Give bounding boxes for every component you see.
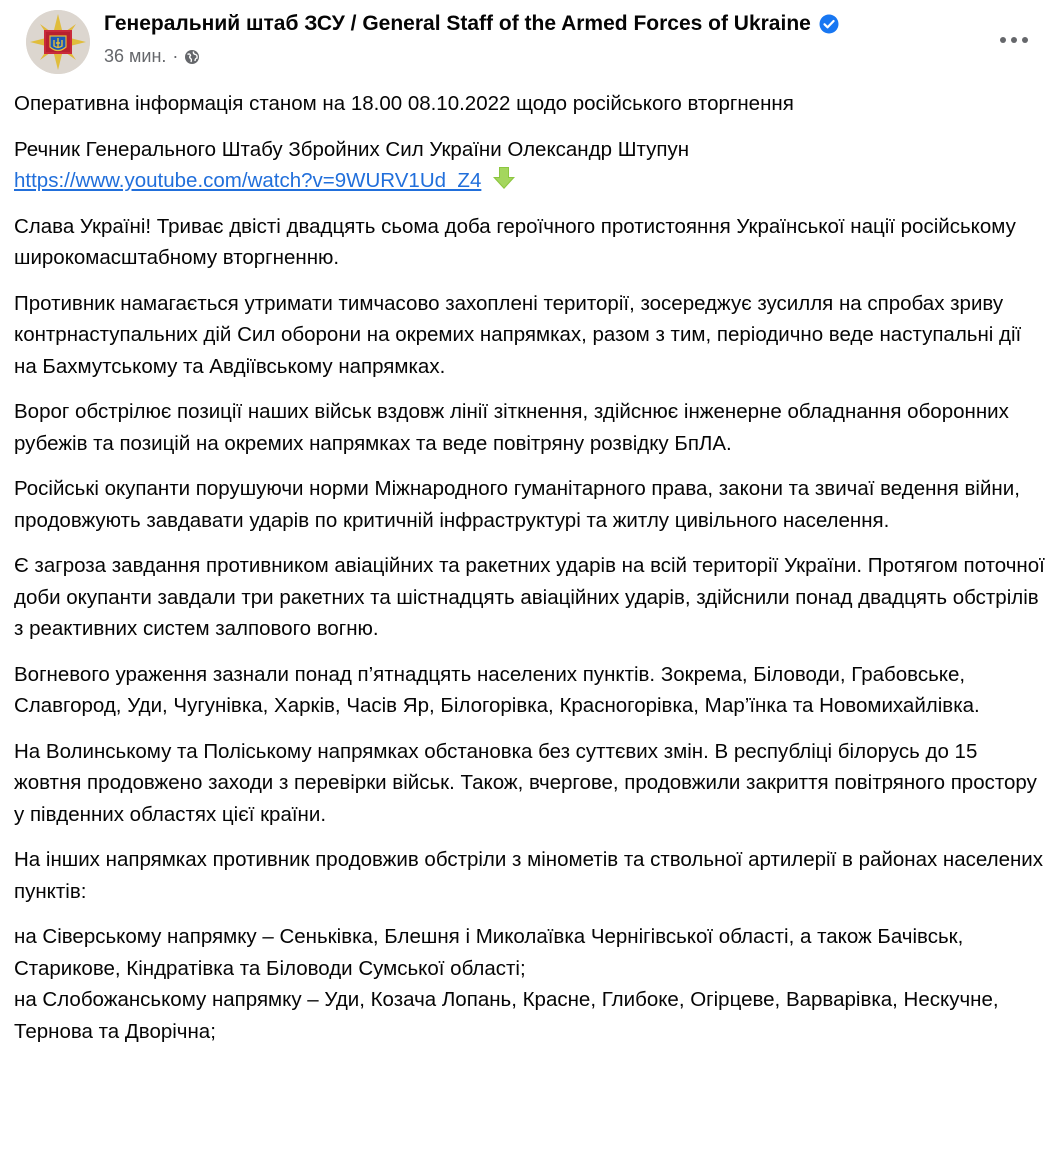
globe-icon[interactable]	[184, 49, 200, 65]
post-paragraph: Противник намагається утримати тимчасово захоплені території, зосереджує зусилля на спробах зриву контрнаступальних дій Сил оборони на окремих напрямках, разом з тим, періодично веде наступальні дії на Бахмутському та Авдіївському напрямках.	[14, 291, 1022, 378]
post-paragraph-video	[14, 134, 1048, 197]
page-name[interactable]	[104, 12, 839, 36]
post-timestamp[interactable]: 36 мин.	[104, 46, 167, 66]
page-name-text[interactable]: Генеральний штаб ЗСУ / General Staff of the Armed Forces of Ukraine	[104, 12, 811, 35]
youtube-link[interactable]: https://www.youtube.com/watch?v=9WURV1Ud_Z4	[14, 169, 482, 192]
post-paragraph: Слава Україні! Триває двісті двадцять сьома доба героїчного протистояння Української нації російському широкомасштабному вторгненню.	[14, 214, 1016, 269]
spokesperson-line: Речник Генерального Штабу Збройних Сил України Олександр Штупун	[14, 137, 690, 161]
post-paragraph-slobozhansk: на Слобожанському напрямку – Уди, Козача Лопань, Красне, Глибоке, Огірцеве, Варварівка, Нескучне, Тернова та Дворічна;	[14, 988, 999, 1043]
post-paragraph: На інших напрямках противник продовжив обстріли з мінометів та ствольної артилерії в районах населених пунктів:	[14, 848, 1043, 903]
post-meta	[104, 46, 200, 67]
post-paragraph: На Волинському та Поліському напрямках обстановка без суттєвих змін. В республіці білорусь до 15 жовтня продовжено заходи з перевірки військ. Також, вчергове, продовжили закриття повітряного простору у південних областях цієї країни.	[14, 739, 1037, 826]
post-paragraph: Російські окупанти порушуючи норми Міжнародного гуманітарного права, закони та звичаї ведення війни, продовжують завдавати ударів по критичній інфраструктурі та житлу цивільного населення.	[14, 477, 1020, 532]
more-options-icon	[999, 36, 1029, 44]
green-down-arrow-icon	[491, 165, 517, 191]
post-paragraph-siversk: на Сіверському напрямку – Сеньківка, Блешня і Миколаївка Чернігівської області, а також Бачівськ, Старикове, Кіндратівка та Біловоди Сумської області;	[14, 925, 964, 980]
verified-badge-icon	[819, 14, 839, 34]
post-header	[14, 0, 1048, 88]
ukraine-armed-forces-emblem-icon	[26, 10, 90, 74]
meta-separator: ·	[172, 46, 179, 66]
post-paragraph: Ворог обстрілює позиції наших військ вздовж лінії зіткнення, здійснює інженерне обладнання оборонних рубежів та позицій на окремих напрямках та веде повітряну розвідку БпЛА.	[14, 400, 1009, 455]
page-avatar[interactable]	[26, 10, 90, 74]
post-paragraph: Вогневого ураження зазнали понад п’ятнадцять населених пунктів. Зокрема, Біловоди, Грабовське, Славгород, Уди, Чугунівка, Харків, Часів Яр, Білогорівка, Красногорівка, Мар’їнка та Новомихайлівка.	[14, 662, 980, 717]
post-paragraph: Є загроза завдання противником авіаційних та ракетних ударів на всій території України. Протягом поточної доби окупанти завдали три ракетних та шістнадцять авіаційних ударів, здійснили понад двадцять обстрілів з реактивних систем залпового вогню.	[14, 554, 1045, 640]
more-options-button[interactable]	[994, 22, 1034, 58]
post-paragraph: Оперативна інформація станом на 18.00 08.10.2022 щодо російського вторгнення	[14, 92, 794, 115]
post-text	[14, 88, 1048, 1047]
